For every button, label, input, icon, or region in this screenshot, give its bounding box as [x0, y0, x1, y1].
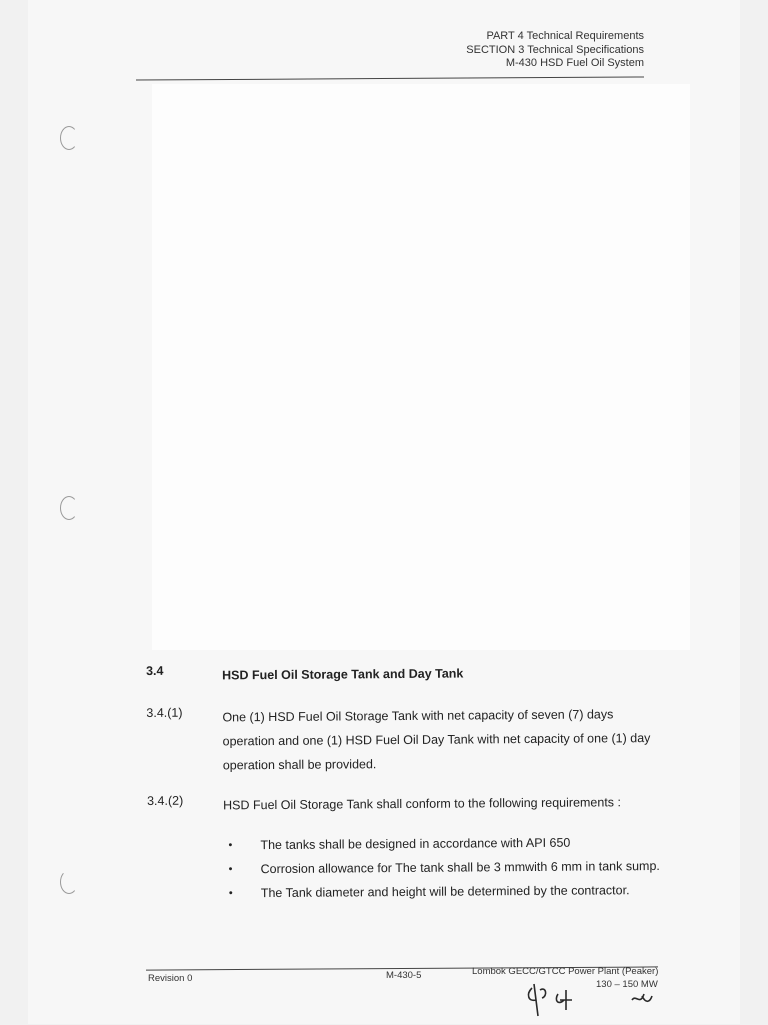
list-item [228, 878, 668, 905]
blank-area [152, 84, 690, 650]
list-item [228, 854, 668, 881]
bullet-icon: • [228, 887, 233, 900]
list-item-text: The tanks shall be designed in accordance with API 650 [260, 835, 571, 853]
bullet-icon: • [228, 839, 233, 852]
list-item-text: The Tank diameter and height will be determined by the contractor. [260, 883, 630, 901]
header-section: SECTION 3 Technical Specifications [466, 43, 644, 56]
section-title: HSD Fuel Oil Storage Tank and Day Tank [222, 666, 464, 683]
header-document: M-430 HSD Fuel Oil System [505, 57, 644, 69]
project-name: Lombok GECC/GTCC Power Plant (Peaker) [472, 966, 659, 977]
section-number: 3.4 [146, 663, 164, 678]
punch-hole-middle [60, 496, 78, 520]
clause-number: 3.4.(1) [146, 705, 183, 720]
section-heading [146, 660, 666, 688]
handwritten-initials-signature [524, 980, 664, 1025]
bullet-icon: • [228, 863, 233, 876]
punch-hole-top [60, 126, 78, 150]
list-item-text: Corrosion allowance for The tank shall be 3 mmwith 6 mm in tank sump. [260, 858, 660, 877]
clause [146, 702, 667, 778]
header-part: PART 4 Technical Requirements [486, 30, 644, 42]
plant-capacity: 130 – 150 MW [596, 979, 658, 990]
punch-hole-bottom [60, 870, 78, 894]
initials-signature-icon [524, 980, 664, 1020]
requirements-list [227, 830, 668, 905]
clause [147, 790, 667, 818]
clause-number: 3.4.(2) [147, 793, 184, 808]
page-number: M-430-5 [386, 970, 422, 981]
page-header [466, 30, 644, 71]
list-item [227, 830, 667, 857]
revision-label: Revision 0 [148, 973, 193, 984]
clause-text: HSD Fuel Oil Storage Tank shall conform to the following requirements : [223, 795, 622, 813]
section-content [146, 660, 668, 906]
clause-text: One (1) HSD Fuel Oil Storage Tank with net capacity of seven (7) days operation and one (1) HSD Fuel Oil Day Tank with net capacity of one (1) day operation shall be provided. [222, 707, 651, 773]
